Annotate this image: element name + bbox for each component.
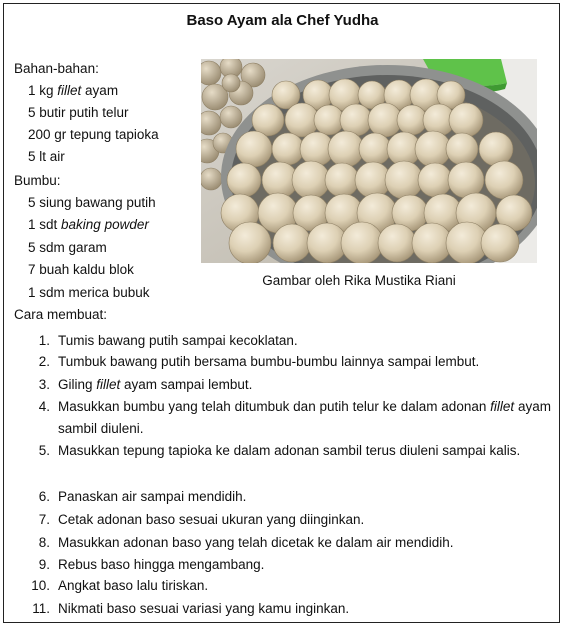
meatball	[328, 131, 364, 167]
meatball	[359, 133, 391, 165]
step-text: Nikmati baso sesuai variasi yang kamu inginkan.	[58, 601, 350, 616]
meatball	[222, 74, 240, 92]
meatball	[448, 162, 484, 198]
step-text: Cetak adonan baso sesuai ukuran yang diinginkan.	[58, 512, 365, 527]
meatball	[378, 224, 416, 262]
step-number: 7.	[38, 512, 50, 527]
step-text: Masukkan bumbu yang telah ditumbuk dan putih telur ke dalam adonan fillet ayam sambil diuleni.	[58, 399, 551, 436]
meatball	[273, 224, 311, 262]
step-text: Masukkan adonan baso yang telah dicetak ke dalam air mendidih.	[58, 535, 454, 550]
recipe-title: Baso Ayam ala Chef Yudha	[186, 12, 379, 29]
step-number: 6.	[38, 489, 50, 504]
meatball-bowl-image	[201, 59, 537, 263]
meatball	[485, 161, 523, 199]
step-number: 11.	[32, 601, 50, 616]
photo-caption: Gambar oleh Rika Mustika Riani	[262, 273, 456, 288]
meatball	[201, 168, 222, 190]
meatball	[236, 131, 272, 167]
meatball	[314, 105, 344, 135]
step-number: 10.	[31, 578, 50, 593]
step-number: 9.	[38, 557, 50, 572]
bumbu-item: 1 sdm merica bubuk	[28, 285, 150, 300]
meatball	[227, 163, 261, 197]
meatball	[220, 106, 242, 128]
bahan-item: 200 gr tepung tapioka	[28, 127, 159, 142]
step-text: Rebus baso hingga mengambang.	[58, 557, 265, 572]
meatball	[418, 163, 452, 197]
meatball	[272, 133, 304, 165]
step-text: Giling fillet ayam sampai lembut.	[58, 377, 253, 392]
bumbu-item: 5 siung bawang putih	[28, 195, 156, 210]
step-text: Angkat baso lalu tiriskan.	[58, 578, 209, 593]
meatball	[341, 222, 383, 263]
step-number: 5.	[38, 443, 50, 458]
meatball	[481, 224, 519, 262]
meatball	[385, 161, 423, 199]
step-number: 8.	[38, 535, 50, 550]
step-text: Panaskan air sampai mendidih.	[58, 489, 247, 504]
meatball	[397, 105, 427, 135]
bahan-item: 1 kg fillet ayam	[28, 83, 119, 98]
step-text: Masukkan tepung tapioka ke dalam adonan sambil terus diuleni sampai kalis.	[58, 443, 521, 458]
bahan-heading: Bahan-bahan:	[14, 61, 99, 76]
bahan-item: 5 lt air	[28, 149, 65, 164]
step-number: 2.	[38, 354, 50, 369]
bumbu-item: 5 sdm garam	[28, 240, 107, 255]
meatball	[449, 103, 483, 137]
meatball	[479, 132, 513, 166]
bumbu-heading: Bumbu:	[14, 173, 61, 188]
step-number: 1.	[38, 333, 50, 348]
step-text: Tumis bawang putih sampai kecoklatan.	[58, 333, 298, 348]
baso-photo	[201, 59, 537, 263]
step-number: 3.	[38, 377, 50, 392]
meatball	[325, 163, 359, 197]
bumbu-item: 7 buah kaldu blok	[28, 262, 134, 277]
bumbu-item: 1 sdt baking powder	[28, 217, 149, 232]
cara-heading: Cara membuat:	[14, 307, 108, 322]
meatball	[415, 131, 451, 167]
meatball	[229, 222, 271, 263]
bahan-item: 5 butir putih telur	[28, 105, 129, 120]
step-number: 4.	[38, 399, 50, 414]
step-text: Tumbuk bawang putih bersama bumbu-bumbu lainnya sampai lembut.	[58, 354, 480, 369]
meatball	[446, 133, 478, 165]
meatball	[292, 161, 330, 199]
